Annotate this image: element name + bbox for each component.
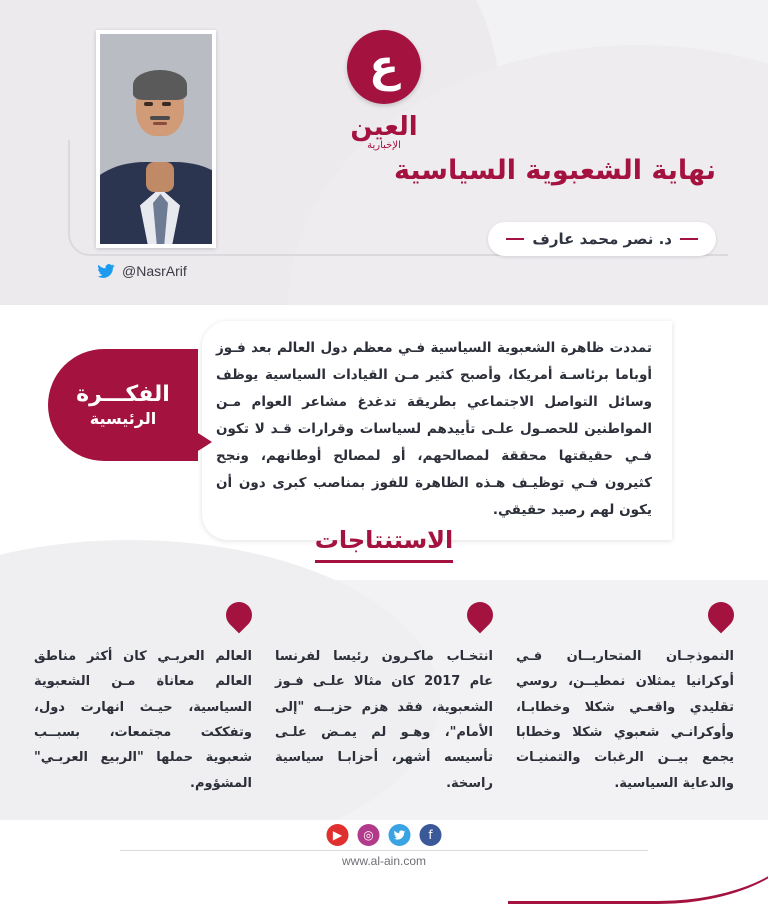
location-pin-icon bbox=[703, 597, 740, 634]
conclusions-columns bbox=[0, 602, 768, 796]
logo-circle-icon bbox=[347, 30, 421, 104]
website-url[interactable]: www.al-ain.com bbox=[341, 854, 427, 868]
page-title: نهاية الشعبوية السياسية bbox=[394, 155, 716, 186]
conclusion-text-1: العالم العربـي كان أكثر مناطق العالم معاناة مـن الشعبوية السياسية، حيـث انهارت دول، وتفككت مجتمعات، بسبــب شعبوية حملها "الربيع العربـي" المشؤوم. bbox=[34, 649, 252, 791]
dash-decor-icon bbox=[680, 238, 698, 240]
logo-glyph: ع bbox=[368, 41, 400, 92]
location-pin-icon bbox=[221, 597, 258, 634]
facebook-icon[interactable]: f bbox=[420, 824, 442, 846]
conclusion-item-2 bbox=[275, 602, 493, 796]
main-idea-badge-line1: الفكـــرة bbox=[76, 382, 170, 407]
badge-arrow-icon bbox=[198, 433, 212, 451]
author-portrait-frame bbox=[96, 30, 216, 248]
portrait-moustache bbox=[150, 116, 170, 120]
footer bbox=[0, 820, 768, 886]
twitter-bird-icon bbox=[96, 262, 116, 280]
conclusion-item-3 bbox=[516, 602, 734, 796]
main-idea-card bbox=[202, 321, 672, 540]
twitter-handle-text: @NasrArif bbox=[122, 263, 187, 279]
author-badge bbox=[488, 222, 716, 256]
brand-logo bbox=[319, 30, 449, 151]
main-idea-badge-line2: الرئيسية bbox=[89, 409, 157, 428]
main-idea-text: تمددت ظاهرة الشعبوية السياسية فـي معظم دول العالم بعد فـوز أوباما برئاسـة أمريكا، وأصبح كثير مـن القيادات السياسية يوظف وسائل التواصل الاجتماعي بطريقة تدغدغ مشاعر العوام مـن المواطنين للحصـول علـى تأييدهم لسياسات وقرارات قـد لا تكون فـي حقيقتها محققة لمصالحهم، أو لمصالح أوطانهم، ونجح كثيرون فـي توظيـف هـذه الظاهرة للفوز بمناصب كبرى دون أن يكون لهم رصيد حقيقي. bbox=[216, 340, 652, 518]
instagram-icon[interactable]: ◎ bbox=[358, 824, 380, 846]
footer-divider bbox=[120, 850, 648, 851]
conclusion-text-2: انتخـاب ماكـرون رئيسا لفرنسا عام 2017 كان مثالا علـى فـوز الشعبوية، فقد هزم حزبــه "إلى الأمام"، وهـو لم يمـض علـى تأسيسه أشهر، أحزابـا سياسية راسخة. bbox=[275, 649, 493, 791]
conclusions-heading-text: الاستنتاجات bbox=[315, 526, 454, 563]
author-twitter-handle[interactable] bbox=[96, 262, 187, 280]
location-pin-icon bbox=[462, 597, 499, 634]
portrait-neck bbox=[146, 162, 174, 192]
logo-name: العين bbox=[350, 112, 418, 142]
youtube-icon[interactable]: ▶ bbox=[327, 824, 349, 846]
portrait-mouth bbox=[153, 122, 167, 125]
logo-subtitle: الإخبارية bbox=[367, 140, 401, 151]
author-name: د. نصر محمد عارف bbox=[532, 230, 672, 248]
dash-decor-icon-2 bbox=[506, 238, 524, 240]
footer-decor-swoosh bbox=[508, 784, 768, 904]
social-links[interactable] bbox=[327, 824, 442, 846]
portrait-eye-right bbox=[162, 102, 171, 106]
header-band bbox=[0, 0, 768, 305]
conclusion-item-1 bbox=[34, 602, 252, 796]
portrait-eye-left bbox=[144, 102, 153, 106]
portrait-hair bbox=[133, 70, 187, 100]
main-idea-badge bbox=[48, 349, 198, 461]
author-portrait bbox=[100, 34, 212, 244]
twitter-icon[interactable] bbox=[389, 824, 411, 846]
conclusion-text-3: النموذجـان المتحاربــان فـي أوكرانيا يمثلان نمطيــن، روسي تقليدي واقعـي شكلا وخطابـا، وأوكرانـي شعبوي شكلا وخطابا يجمع بيــن الرغبات والتمنيـات والدعاية السياسية. bbox=[516, 649, 734, 791]
main-idea-section bbox=[0, 305, 768, 520]
